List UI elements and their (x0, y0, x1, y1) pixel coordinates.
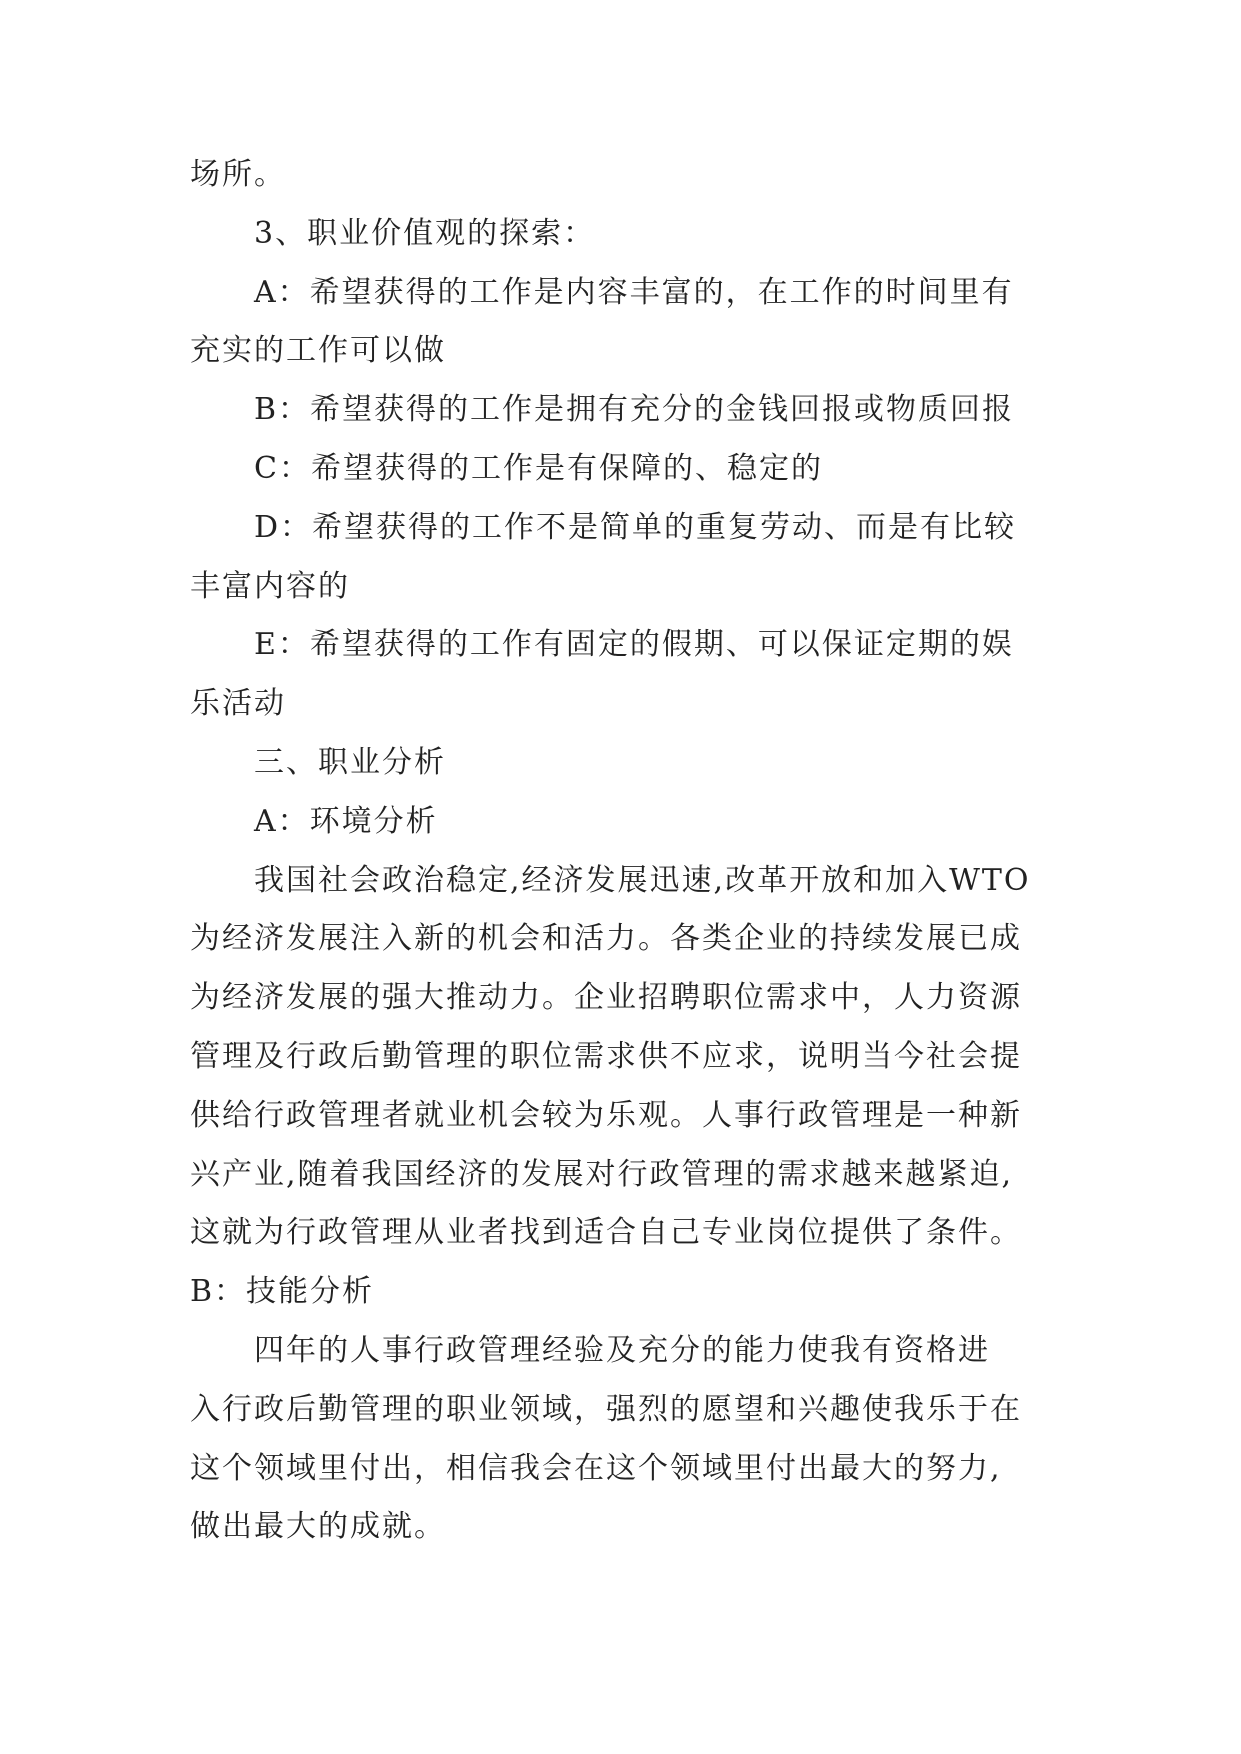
document-body (190, 146, 1055, 1557)
option-d-continuation: 丰富内容的 (190, 568, 350, 604)
option-a-line: A：希望获得的工作是内容丰富的，在工作的时间里有 (254, 274, 1014, 310)
option-d-line: D：希望获得的工作不是简单的重复劳动、而是有比较 (254, 509, 1017, 545)
option-e-line: E：希望获得的工作有固定的假期、可以保证定期的娱 (254, 627, 1014, 663)
option-e-continuation: 乐活动 (190, 686, 286, 722)
paragraph-line: 供给行政管理者就业机会较为乐观。人事行政管理是一种新 (190, 1097, 1022, 1133)
paragraph-line: 做出最大的成就。 (190, 1509, 446, 1545)
subsection-heading: A：环境分析 (254, 803, 438, 839)
paragraph-line: 场所。 (190, 157, 286, 192)
section-heading: 三、职业分析 (254, 744, 446, 780)
paragraph-line: 四年的人事行政管理经验及充分的能力使我有资格进 (254, 1332, 990, 1368)
option-a-continuation: 充实的工作可以做 (190, 333, 446, 369)
paragraph-line: 这个领域里付出，相信我会在这个领域里付出最大的努力, (190, 1450, 1002, 1486)
paragraph-line: 入行政后勤管理的职业领域，强烈的愿望和兴趣使我乐于在 (190, 1391, 1022, 1427)
section-heading: 3、职业价值观的探索： (254, 215, 596, 251)
paragraph-line: 兴产业,随着我国经济的发展对行政管理的需求越来越紧迫, (190, 1156, 1014, 1192)
paragraph-line: 为经济发展注入新的机会和活力。各类企业的持续发展已成 (190, 921, 1022, 957)
paragraph-line: 管理及行政后勤管理的职位需求供不应求，说明当今社会提 (190, 1038, 1022, 1074)
option-c-line: C：希望获得的工作是有保障的、稳定的 (254, 450, 823, 486)
paragraph-line: 这就为行政管理从业者找到适合自己专业岗位提供了条件。 (190, 1215, 1022, 1251)
subsection-heading: B：技能分析 (190, 1274, 375, 1310)
option-b-line: B：希望获得的工作是拥有充分的金钱回报或物质回报 (254, 392, 1015, 428)
paragraph-line: 我国社会政治稳定,经济发展迅速,改革开放和加入WTO (254, 862, 1031, 898)
paragraph-line: 为经济发展的强大推动力。企业招聘职位需求中，人力资源 (190, 980, 1022, 1016)
